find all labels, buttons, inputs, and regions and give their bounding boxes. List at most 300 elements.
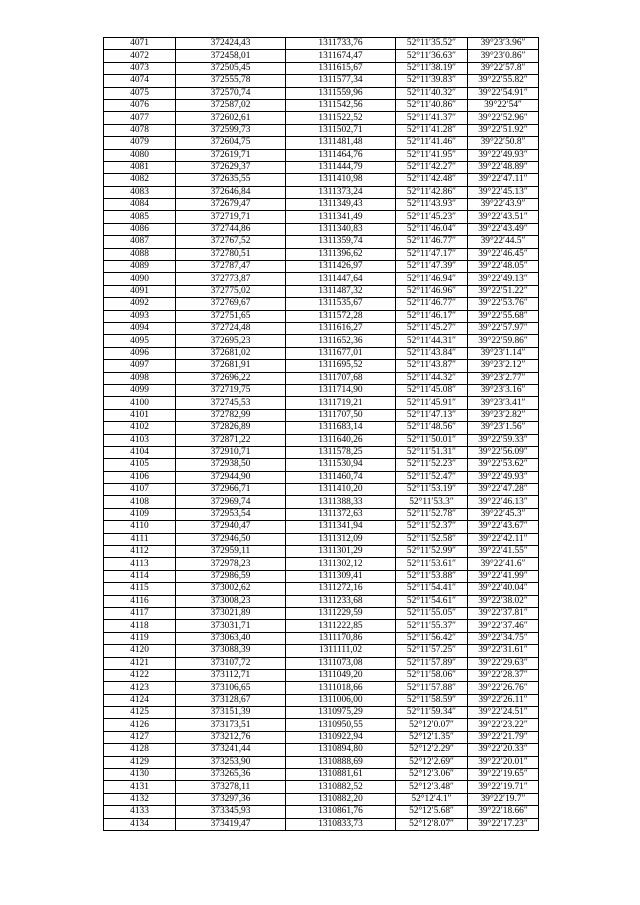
latitude-cell: 52°11′52.47″ xyxy=(396,471,468,483)
y-coordinate-cell: 1311373,24 xyxy=(286,186,396,198)
x-coordinate-cell: 372587,02 xyxy=(176,99,286,111)
latitude-cell: 52°11′41.95″ xyxy=(396,149,468,161)
latitude-cell: 52°11′58.59″ xyxy=(396,694,468,706)
longitude-cell: 39°22′48.89″ xyxy=(468,161,539,173)
y-coordinate-cell: 1311312,09 xyxy=(286,533,396,545)
latitude-cell: 52°12′4.1″ xyxy=(396,793,468,805)
y-coordinate-cell: 1311530,94 xyxy=(286,459,396,471)
longitude-cell: 39°22′53.62″ xyxy=(468,459,539,471)
table-row xyxy=(104,422,539,434)
x-coordinate-cell: 373088,39 xyxy=(176,645,286,657)
latitude-cell: 52°11′57.25″ xyxy=(396,645,468,657)
longitude-cell: 39°22′26.11″ xyxy=(468,694,539,706)
y-coordinate-cell: 1311733,76 xyxy=(286,38,396,50)
point-number-cell: 4088 xyxy=(104,248,176,260)
x-coordinate-cell: 372681,02 xyxy=(176,347,286,359)
latitude-cell: 52°11′43.93″ xyxy=(396,199,468,211)
x-coordinate-cell: 372978,23 xyxy=(176,558,286,570)
table-row xyxy=(104,446,539,458)
table-row xyxy=(104,372,539,384)
y-coordinate-cell: 1311577,34 xyxy=(286,75,396,87)
x-coordinate-cell: 372696,22 xyxy=(176,372,286,384)
latitude-cell: 52°11′41.37″ xyxy=(396,112,468,124)
point-number-cell: 4106 xyxy=(104,471,176,483)
latitude-cell: 52°11′52.37″ xyxy=(396,521,468,533)
point-number-cell: 4087 xyxy=(104,236,176,248)
point-number-cell: 4121 xyxy=(104,657,176,669)
longitude-cell: 39°22′59.86″ xyxy=(468,335,539,347)
latitude-cell: 52°11′40.32″ xyxy=(396,87,468,99)
longitude-cell: 39°22′45.3″ xyxy=(468,508,539,520)
longitude-cell: 39°22′57.8″ xyxy=(468,62,539,74)
point-number-cell: 4124 xyxy=(104,694,176,706)
longitude-cell: 39°22′53.76″ xyxy=(468,298,539,310)
y-coordinate-cell: 1311572,28 xyxy=(286,310,396,322)
point-number-cell: 4098 xyxy=(104,372,176,384)
x-coordinate-cell: 373128,67 xyxy=(176,694,286,706)
x-coordinate-cell: 372910,71 xyxy=(176,446,286,458)
y-coordinate-cell: 1311049,20 xyxy=(286,669,396,681)
longitude-cell: 39°22′29.63″ xyxy=(468,657,539,669)
y-coordinate-cell: 1311616,27 xyxy=(286,322,396,334)
longitude-cell: 39°22′51.22″ xyxy=(468,285,539,297)
latitude-cell: 52°11′45.23″ xyxy=(396,211,468,223)
table-row xyxy=(104,137,539,149)
x-coordinate-cell: 372966,71 xyxy=(176,484,286,496)
x-coordinate-cell: 372940,47 xyxy=(176,521,286,533)
x-coordinate-cell: 372458,01 xyxy=(176,50,286,62)
y-coordinate-cell: 1311502,71 xyxy=(286,124,396,136)
y-coordinate-cell: 1311410,98 xyxy=(286,174,396,186)
x-coordinate-cell: 372719,71 xyxy=(176,211,286,223)
table-row xyxy=(104,310,539,322)
point-number-cell: 4119 xyxy=(104,632,176,644)
longitude-cell: 39°22′56.09″ xyxy=(468,446,539,458)
point-number-cell: 4096 xyxy=(104,347,176,359)
x-coordinate-cell: 373107,72 xyxy=(176,657,286,669)
longitude-cell: 39°22′43.9″ xyxy=(468,199,539,211)
latitude-cell: 52°12′0.07″ xyxy=(396,719,468,731)
x-coordinate-cell: 373212,76 xyxy=(176,731,286,743)
point-number-cell: 4134 xyxy=(104,818,176,830)
latitude-cell: 52°11′46.94″ xyxy=(396,273,468,285)
point-number-cell: 4073 xyxy=(104,62,176,74)
table-row xyxy=(104,112,539,124)
latitude-cell: 52°11′52.23″ xyxy=(396,459,468,471)
longitude-cell: 39°22′49.93″ xyxy=(468,471,539,483)
point-number-cell: 4104 xyxy=(104,446,176,458)
table-row xyxy=(104,607,539,619)
table-row xyxy=(104,409,539,421)
point-number-cell: 4076 xyxy=(104,99,176,111)
y-coordinate-cell: 1311695,52 xyxy=(286,360,396,372)
y-coordinate-cell: 1311341,49 xyxy=(286,211,396,223)
x-coordinate-cell: 372599,73 xyxy=(176,124,286,136)
longitude-cell: 39°23′0.86″ xyxy=(468,50,539,62)
latitude-cell: 52°11′45.08″ xyxy=(396,384,468,396)
latitude-cell: 52°11′41.46″ xyxy=(396,137,468,149)
table-row xyxy=(104,223,539,235)
longitude-cell: 39°22′40.04″ xyxy=(468,583,539,595)
latitude-cell: 52°11′54.41″ xyxy=(396,583,468,595)
table-row xyxy=(104,583,539,595)
point-number-cell: 4089 xyxy=(104,261,176,273)
latitude-cell: 52°11′47.13″ xyxy=(396,409,468,421)
point-number-cell: 4084 xyxy=(104,199,176,211)
latitude-cell: 52°11′40.86″ xyxy=(396,99,468,111)
y-coordinate-cell: 1311714,90 xyxy=(286,384,396,396)
point-number-cell: 4111 xyxy=(104,533,176,545)
table-row xyxy=(104,731,539,743)
x-coordinate-cell: 372619,71 xyxy=(176,149,286,161)
longitude-cell: 39°22′41.6″ xyxy=(468,558,539,570)
table-row xyxy=(104,645,539,657)
y-coordinate-cell: 1311447,64 xyxy=(286,273,396,285)
latitude-cell: 52°12′5.68″ xyxy=(396,806,468,818)
table-row xyxy=(104,744,539,756)
point-number-cell: 4097 xyxy=(104,360,176,372)
point-number-cell: 4128 xyxy=(104,744,176,756)
y-coordinate-cell: 1311522,52 xyxy=(286,112,396,124)
latitude-cell: 52°12′3.06″ xyxy=(396,769,468,781)
latitude-cell: 52°11′57.89″ xyxy=(396,657,468,669)
longitude-cell: 39°22′20.33″ xyxy=(468,744,539,756)
x-coordinate-cell: 373112,71 xyxy=(176,669,286,681)
y-coordinate-cell: 1311677,01 xyxy=(286,347,396,359)
y-coordinate-cell: 1311272,16 xyxy=(286,583,396,595)
point-number-cell: 4077 xyxy=(104,112,176,124)
longitude-cell: 39°22′55.82″ xyxy=(468,75,539,87)
point-number-cell: 4074 xyxy=(104,75,176,87)
longitude-cell: 39°22′42.11″ xyxy=(468,533,539,545)
longitude-cell: 39°22′34.75″ xyxy=(468,632,539,644)
table-row xyxy=(104,793,539,805)
point-number-cell: 4133 xyxy=(104,806,176,818)
latitude-cell: 52°11′55.37″ xyxy=(396,620,468,632)
point-number-cell: 4085 xyxy=(104,211,176,223)
point-number-cell: 4094 xyxy=(104,322,176,334)
table-row xyxy=(104,669,539,681)
longitude-cell: 39°22′41.55″ xyxy=(468,546,539,558)
y-coordinate-cell: 1311487,32 xyxy=(286,285,396,297)
longitude-cell: 39°22′41.99″ xyxy=(468,570,539,582)
y-coordinate-cell: 1311542,56 xyxy=(286,99,396,111)
point-number-cell: 4118 xyxy=(104,620,176,632)
point-number-cell: 4090 xyxy=(104,273,176,285)
latitude-cell: 52°11′53.61″ xyxy=(396,558,468,570)
x-coordinate-cell: 373419,47 xyxy=(176,818,286,830)
y-coordinate-cell: 1311301,29 xyxy=(286,546,396,558)
table-row xyxy=(104,124,539,136)
x-coordinate-cell: 372769,67 xyxy=(176,298,286,310)
table-row xyxy=(104,533,539,545)
y-coordinate-cell: 1310882,52 xyxy=(286,781,396,793)
longitude-cell: 39°22′43.51″ xyxy=(468,211,539,223)
latitude-cell: 52°11′47.17″ xyxy=(396,248,468,260)
point-number-cell: 4099 xyxy=(104,384,176,396)
longitude-cell: 39°22′47.28″ xyxy=(468,484,539,496)
table-row xyxy=(104,261,539,273)
y-coordinate-cell: 1311444,79 xyxy=(286,161,396,173)
table-row xyxy=(104,149,539,161)
table-row xyxy=(104,558,539,570)
table-row xyxy=(104,484,539,496)
latitude-cell: 52°12′2.69″ xyxy=(396,756,468,768)
x-coordinate-cell: 373008,23 xyxy=(176,595,286,607)
y-coordinate-cell: 1311683,14 xyxy=(286,422,396,434)
longitude-cell: 39°22′18.66″ xyxy=(468,806,539,818)
point-number-cell: 4117 xyxy=(104,607,176,619)
x-coordinate-cell: 372767,52 xyxy=(176,236,286,248)
longitude-cell: 39°22′43.49″ xyxy=(468,223,539,235)
longitude-cell: 39°22′20.01″ xyxy=(468,756,539,768)
latitude-cell: 52°11′45.27″ xyxy=(396,322,468,334)
longitude-cell: 39°22′55.68″ xyxy=(468,310,539,322)
y-coordinate-cell: 1311341,94 xyxy=(286,521,396,533)
y-coordinate-cell: 1311719,21 xyxy=(286,397,396,409)
longitude-cell: 39°23′2.77″ xyxy=(468,372,539,384)
point-number-cell: 4091 xyxy=(104,285,176,297)
x-coordinate-cell: 372646,84 xyxy=(176,186,286,198)
point-number-cell: 4103 xyxy=(104,434,176,446)
table-row xyxy=(104,781,539,793)
point-number-cell: 4071 xyxy=(104,38,176,50)
table-row xyxy=(104,719,539,731)
longitude-cell: 39°23′3.41″ xyxy=(468,397,539,409)
latitude-cell: 52°11′50.01″ xyxy=(396,434,468,446)
latitude-cell: 52°11′51.31″ xyxy=(396,446,468,458)
table-row xyxy=(104,347,539,359)
longitude-cell: 39°22′49.93″ xyxy=(468,149,539,161)
point-number-cell: 4115 xyxy=(104,583,176,595)
y-coordinate-cell: 1311233,68 xyxy=(286,595,396,607)
latitude-cell: 52°11′36.63″ xyxy=(396,50,468,62)
y-coordinate-cell: 1311410,20 xyxy=(286,484,396,496)
point-number-cell: 4095 xyxy=(104,335,176,347)
x-coordinate-cell: 372424,43 xyxy=(176,38,286,50)
table-row xyxy=(104,75,539,87)
latitude-cell: 52°11′44.32″ xyxy=(396,372,468,384)
y-coordinate-cell: 1311640,26 xyxy=(286,434,396,446)
latitude-cell: 52°11′38.19″ xyxy=(396,62,468,74)
x-coordinate-cell: 373297,36 xyxy=(176,793,286,805)
y-coordinate-cell: 1311302,12 xyxy=(286,558,396,570)
y-coordinate-cell: 1311372,63 xyxy=(286,508,396,520)
y-coordinate-cell: 1311170,86 xyxy=(286,632,396,644)
table-row xyxy=(104,236,539,248)
x-coordinate-cell: 372695,23 xyxy=(176,335,286,347)
y-coordinate-cell: 1311615,67 xyxy=(286,62,396,74)
longitude-cell: 39°22′43.67″ xyxy=(468,521,539,533)
x-coordinate-cell: 373253,90 xyxy=(176,756,286,768)
table-row xyxy=(104,496,539,508)
point-number-cell: 4107 xyxy=(104,484,176,496)
y-coordinate-cell: 1310950,55 xyxy=(286,719,396,731)
table-row xyxy=(104,657,539,669)
table-row xyxy=(104,50,539,62)
point-number-cell: 4113 xyxy=(104,558,176,570)
latitude-cell: 52°11′46.77″ xyxy=(396,298,468,310)
longitude-cell: 39°23′2.82″ xyxy=(468,409,539,421)
longitude-cell: 39°22′47.11″ xyxy=(468,174,539,186)
longitude-cell: 39°22′59.33″ xyxy=(468,434,539,446)
x-coordinate-cell: 372602,61 xyxy=(176,112,286,124)
y-coordinate-cell: 1311349,43 xyxy=(286,199,396,211)
latitude-cell: 52°11′52.78″ xyxy=(396,508,468,520)
point-number-cell: 4102 xyxy=(104,422,176,434)
x-coordinate-cell: 372744,86 xyxy=(176,223,286,235)
point-number-cell: 4108 xyxy=(104,496,176,508)
x-coordinate-cell: 372724,48 xyxy=(176,322,286,334)
table-row xyxy=(104,335,539,347)
longitude-cell: 39°22′17.23″ xyxy=(468,818,539,830)
table-row xyxy=(104,273,539,285)
point-number-cell: 4126 xyxy=(104,719,176,731)
coordinates-table-body xyxy=(104,38,539,831)
table-row xyxy=(104,87,539,99)
x-coordinate-cell: 372953,54 xyxy=(176,508,286,520)
x-coordinate-cell: 372679,47 xyxy=(176,199,286,211)
table-row xyxy=(104,384,539,396)
y-coordinate-cell: 1310882,20 xyxy=(286,793,396,805)
latitude-cell: 52°11′53.88″ xyxy=(396,570,468,582)
longitude-cell: 39°22′19.7″ xyxy=(468,793,539,805)
y-coordinate-cell: 1311340,83 xyxy=(286,223,396,235)
x-coordinate-cell: 372505,45 xyxy=(176,62,286,74)
y-coordinate-cell: 1311396,62 xyxy=(286,248,396,260)
x-coordinate-cell: 372780,51 xyxy=(176,248,286,260)
point-number-cell: 4072 xyxy=(104,50,176,62)
point-number-cell: 4092 xyxy=(104,298,176,310)
point-number-cell: 4112 xyxy=(104,546,176,558)
longitude-cell: 39°23′1.14″ xyxy=(468,347,539,359)
x-coordinate-cell: 372629,37 xyxy=(176,161,286,173)
table-row xyxy=(104,707,539,719)
table-row xyxy=(104,199,539,211)
x-coordinate-cell: 372570,74 xyxy=(176,87,286,99)
point-number-cell: 4116 xyxy=(104,595,176,607)
x-coordinate-cell: 373151,39 xyxy=(176,707,286,719)
latitude-cell: 52°11′59.34″ xyxy=(396,707,468,719)
point-number-cell: 4125 xyxy=(104,707,176,719)
table-row xyxy=(104,756,539,768)
y-coordinate-cell: 1311006,00 xyxy=(286,694,396,706)
latitude-cell: 52°12′1.35″ xyxy=(396,731,468,743)
latitude-cell: 52°11′45.91″ xyxy=(396,397,468,409)
point-number-cell: 4100 xyxy=(104,397,176,409)
latitude-cell: 52°11′41.28″ xyxy=(396,124,468,136)
longitude-cell: 39°22′21.79″ xyxy=(468,731,539,743)
y-coordinate-cell: 1310861,76 xyxy=(286,806,396,818)
y-coordinate-cell: 1311559,96 xyxy=(286,87,396,99)
x-coordinate-cell: 373021,89 xyxy=(176,607,286,619)
x-coordinate-cell: 373002,62 xyxy=(176,583,286,595)
x-coordinate-cell: 372745,53 xyxy=(176,397,286,409)
longitude-cell: 39°22′57.97″ xyxy=(468,322,539,334)
longitude-cell: 39°22′28.37″ xyxy=(468,669,539,681)
x-coordinate-cell: 373241,44 xyxy=(176,744,286,756)
table-row xyxy=(104,806,539,818)
y-coordinate-cell: 1311229,59 xyxy=(286,607,396,619)
longitude-cell: 39°22′19.71″ xyxy=(468,781,539,793)
longitude-cell: 39°22′37.46″ xyxy=(468,620,539,632)
point-number-cell: 4079 xyxy=(104,137,176,149)
longitude-cell: 39°22′46.13″ xyxy=(468,496,539,508)
y-coordinate-cell: 1311073,08 xyxy=(286,657,396,669)
y-coordinate-cell: 1310975,29 xyxy=(286,707,396,719)
x-coordinate-cell: 373345,93 xyxy=(176,806,286,818)
x-coordinate-cell: 372751,65 xyxy=(176,310,286,322)
longitude-cell: 39°22′31.61″ xyxy=(468,645,539,657)
x-coordinate-cell: 372787,47 xyxy=(176,261,286,273)
longitude-cell: 39°22′46.45″ xyxy=(468,248,539,260)
table-row xyxy=(104,322,539,334)
x-coordinate-cell: 372773,87 xyxy=(176,273,286,285)
point-number-cell: 4101 xyxy=(104,409,176,421)
latitude-cell: 52°12′3.48″ xyxy=(396,781,468,793)
point-number-cell: 4082 xyxy=(104,174,176,186)
latitude-cell: 52°11′42.48″ xyxy=(396,174,468,186)
x-coordinate-cell: 372871,22 xyxy=(176,434,286,446)
latitude-cell: 52°11′57.88″ xyxy=(396,682,468,694)
point-number-cell: 4129 xyxy=(104,756,176,768)
point-number-cell: 4086 xyxy=(104,223,176,235)
table-row xyxy=(104,248,539,260)
y-coordinate-cell: 1310894,80 xyxy=(286,744,396,756)
y-coordinate-cell: 1311535,67 xyxy=(286,298,396,310)
latitude-cell: 52°11′46.77″ xyxy=(396,236,468,248)
x-coordinate-cell: 373278,11 xyxy=(176,781,286,793)
x-coordinate-cell: 372555,78 xyxy=(176,75,286,87)
y-coordinate-cell: 1310888,69 xyxy=(286,756,396,768)
table-row xyxy=(104,471,539,483)
y-coordinate-cell: 1310833,73 xyxy=(286,818,396,830)
y-coordinate-cell: 1311464,76 xyxy=(286,149,396,161)
point-number-cell: 4080 xyxy=(104,149,176,161)
coordinates-table xyxy=(103,37,539,831)
latitude-cell: 52°11′48.56″ xyxy=(396,422,468,434)
longitude-cell: 39°22′38.02″ xyxy=(468,595,539,607)
point-number-cell: 4123 xyxy=(104,682,176,694)
y-coordinate-cell: 1311674,47 xyxy=(286,50,396,62)
y-coordinate-cell: 1311707,68 xyxy=(286,372,396,384)
longitude-cell: 39°22′48.05″ xyxy=(468,261,539,273)
table-row xyxy=(104,397,539,409)
point-number-cell: 4081 xyxy=(104,161,176,173)
latitude-cell: 52°11′46.96″ xyxy=(396,285,468,297)
x-coordinate-cell: 373173,51 xyxy=(176,719,286,731)
table-row xyxy=(104,546,539,558)
latitude-cell: 52°11′46.17″ xyxy=(396,310,468,322)
y-coordinate-cell: 1311111,02 xyxy=(286,645,396,657)
longitude-cell: 39°22′24.51″ xyxy=(468,707,539,719)
latitude-cell: 52°11′43.87″ xyxy=(396,360,468,372)
y-coordinate-cell: 1311309,41 xyxy=(286,570,396,582)
longitude-cell: 39°23′2.12″ xyxy=(468,360,539,372)
latitude-cell: 52°12′2.29″ xyxy=(396,744,468,756)
y-coordinate-cell: 1311652,36 xyxy=(286,335,396,347)
table-row xyxy=(104,62,539,74)
latitude-cell: 52°12′8.07″ xyxy=(396,818,468,830)
x-coordinate-cell: 372775,02 xyxy=(176,285,286,297)
y-coordinate-cell: 1310881,61 xyxy=(286,769,396,781)
point-number-cell: 4132 xyxy=(104,793,176,805)
latitude-cell: 52°11′58.06″ xyxy=(396,669,468,681)
table-row xyxy=(104,38,539,50)
longitude-cell: 39°22′50.8″ xyxy=(468,137,539,149)
table-row xyxy=(104,818,539,830)
y-coordinate-cell: 1311018,66 xyxy=(286,682,396,694)
